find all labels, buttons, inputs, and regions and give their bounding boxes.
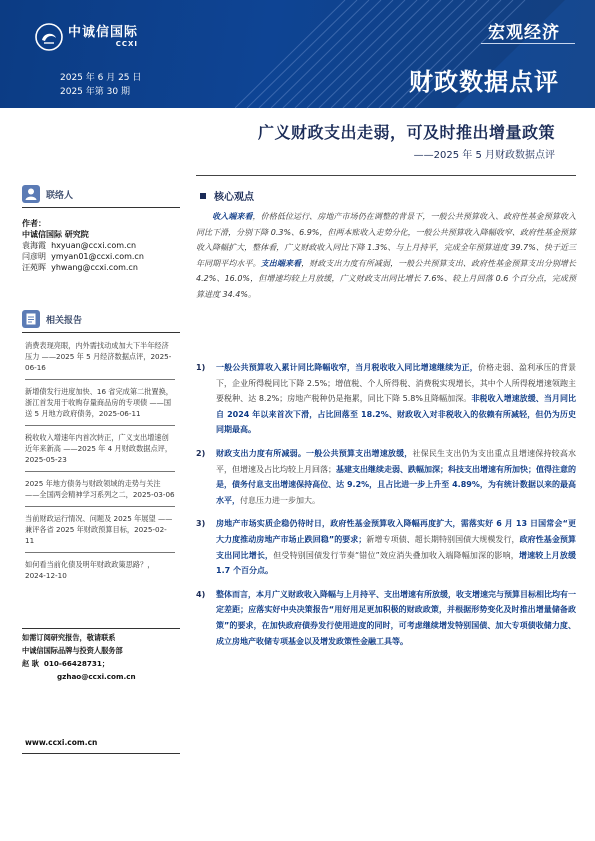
related-report-link[interactable]: 如何看当前化债及明年财政政策思路？，2024-12-10 [25,560,155,580]
contact-phone: 010-66428731； [43,659,110,668]
subscription-contact [22,628,180,683]
page-title: 广义财政支出走弱，可及时推出增量政策 [257,123,555,142]
summary-income-text: ，价格低位运行、房地产市场仍在调整的背景下，一般公共预算收入、政府性基金预算收入同比下滑，分别下降 0.3%、6.9%，但两本账收入走势分化，一般公共预算收入降幅收窄、政府性基金预算收入降幅扩大，整体看，广义财政收入同比下降 1.3%、与上月持平，完成全年预算进度 39.7%、快于近三年同期平均水平。 [196,212,577,268]
category-divider [481,43,575,44]
logo-english-name: CCXI [115,40,139,48]
contact-person-icon [22,185,40,203]
author-row [22,251,180,262]
website-divider [22,753,180,754]
institute-name: 中诚信国际 研究院 [22,230,89,239]
list-item [196,587,576,649]
item-highlight: 财政支出力度有所减弱。一般公共预算支出增速放缓， [216,448,413,458]
related-reports-header [22,310,180,333]
company-website-link[interactable]: www.ccxi.com.cn [25,738,98,747]
contacts-section-label: 联络人 [46,190,74,201]
document-icon [22,310,40,328]
related-report-link[interactable]: 消费表现亮眼，内外需找动成加大下半年经济压力 ——2025 年 5 月经济数据点评，2025-06-16 [25,340,175,380]
report-category: 宏观经济 [488,23,560,43]
contact-department: 中诚信国际品牌与投资人服务部 [22,646,123,655]
item-highlight: 整体而言，本月广义财政收入降幅与上月持平、支出增速有所放缓，收支增速完与预算目标相比均有一定差距；应落实好中央决策报告“用好用足更加积极的财政政策，并根据形势变化及时推出增量储备政策”的要求，在加快政府债券发行使用进度的同时，可考虑继续增发特别国债、加大专项债收储力度、成立房地产收储专项基金以及增发政策性金融工具等。 [216,589,576,646]
related-report-link[interactable]: 新增债发行进度加快、16 省完成第二批置换，浙江首发用于收购存量商品房的专项债 ——国送 5 月地方政府债务，2025-06-11 [25,386,175,426]
author-name: 汪苑晖 [22,263,46,272]
author-email[interactable]: ymyan01@ccxi.com.cn [51,252,144,261]
contacts-section-header [22,185,180,208]
authors-block [22,218,180,273]
item-highlight: 一般公共预算收入累计同比降幅收窄，当月税收收入同比增速继续为正， [216,363,478,372]
authors-label: 作者： [22,219,46,228]
header-banner [0,0,595,108]
item-number: 4) [196,589,206,599]
contact-line: 如需订阅研究报告，敬请联系 [22,633,116,642]
square-bullet-icon [200,193,206,199]
list-item [196,516,576,578]
report-issue: 2025 年第 30 期 [60,87,130,97]
core-views-header [200,188,576,203]
item-number: 2) [196,448,206,458]
summary-lead-expense: 支出端来看 [260,258,302,268]
author-row [22,262,180,273]
summary-paragraph [196,209,576,303]
item-highlight: 政府性基金预算支出同比增长， [216,534,576,560]
related-report-link[interactable]: 2025 年地方债务与财政领域的走势与关注 ——全国两会精神学习系列之二，2025-03-06 [25,478,175,507]
main-content [196,188,576,303]
item-number: 3) [196,519,206,529]
item-highlight: 增速较上月放缓 1.7 个百分点。 [216,550,577,576]
related-section-label: 相关报告 [46,315,83,326]
summary-expense-text: ，财政支出力度有所减弱，一般公共预算支出、政府性基金预算支出分别增长 4.2%、16.0%，但增速均较上月放缓，广义财政支出同比增长 7.6%、较上月回落 0.6 个百分点，完成预算进度 34.4%。 [196,258,577,299]
item-text: 但受特别国债发行节奏“错位”效应消失叠加收入端降幅加深的影响， [273,550,519,560]
sidebar-contacts [22,185,180,273]
list-item [196,446,576,508]
list-item [196,360,576,438]
author-row [22,240,180,251]
core-views-label: 核心观点 [214,192,254,203]
item-highlight: 房地产市场实质企稳仍待时日，政府性基金预算收入降幅再度扩大，需落实好 6 月 13 日国常会“更大力度推动房地产市场止跌回稳”的要求； [216,519,576,544]
item-text: 新增专项债、超长期特别国债大规模发行， [366,534,520,544]
item-text: 价格走弱、盈利承压的背景下，企业所得税同比下降 2.5%；增值税、个人所得税、消费税实现增长，其中个人所得税增速领跑主要税种、达 8.2%；房地产税种仍是拖累，同比下降 5.8%且降幅加深。 [216,363,576,404]
report-series-title: 财政数据点评 [409,68,559,96]
report-date: 2025 年 6 月 25 日 [60,73,142,83]
logo-chinese-name: 中诚信国际 [68,25,139,40]
logo-icon [34,22,64,52]
related-reports-list [25,340,175,593]
item-highlight: 基建支出继续走弱、跌幅加深；科技支出增速有所加快；值得注意的是，债务付息支出增速保持高位、达 9.2%，且占比进一步上升至 4.89%，为有统计数据以来的最高水平， [216,464,576,505]
author-email[interactable]: hxyuan@ccxi.com.cn [51,241,137,250]
title-divider [196,175,576,176]
item-number: 1) [196,363,206,372]
related-report-link[interactable]: 当前财政运行情况、问题及 2025 年展望 ——兼评各省 2025 年财政预算目标，2025-02-11 [25,513,175,553]
contact-name: 赵 耿 [22,659,39,668]
company-logo [34,22,138,52]
item-text: 付息压力进一步加大。 [240,495,320,505]
related-report-link[interactable]: 税收收入增速年内首次转正，广义支出增速创近年来新高 ——2025 年 4 月财政数据点评，2025-05-23 [25,432,175,472]
author-name: 袁海霞 [22,241,46,250]
page-subtitle: ——2025 年 5 月财政数据点评 [413,150,555,161]
author-name: 闫彦明 [22,252,46,261]
author-email[interactable]: yhwang@ccxi.com.cn [51,263,138,272]
contact-person-row [22,657,180,670]
key-points-list [196,360,576,657]
item-highlight: 非税收入增速放缓、当月同比自 2024 年以来首次下滑，占比回落至 18.2%、财政收入对非税收入的依赖有所减轻，但仍为历史同期最高。 [216,394,577,435]
item-text: 社保民生支出仍为支出重点且增速保持较高水平，但增速及占比均较上月回落； [216,448,577,474]
summary-lead-income: 收入端来看 [212,212,253,221]
contact-email[interactable]: gzhao@ccxi.com.cn [57,672,136,681]
